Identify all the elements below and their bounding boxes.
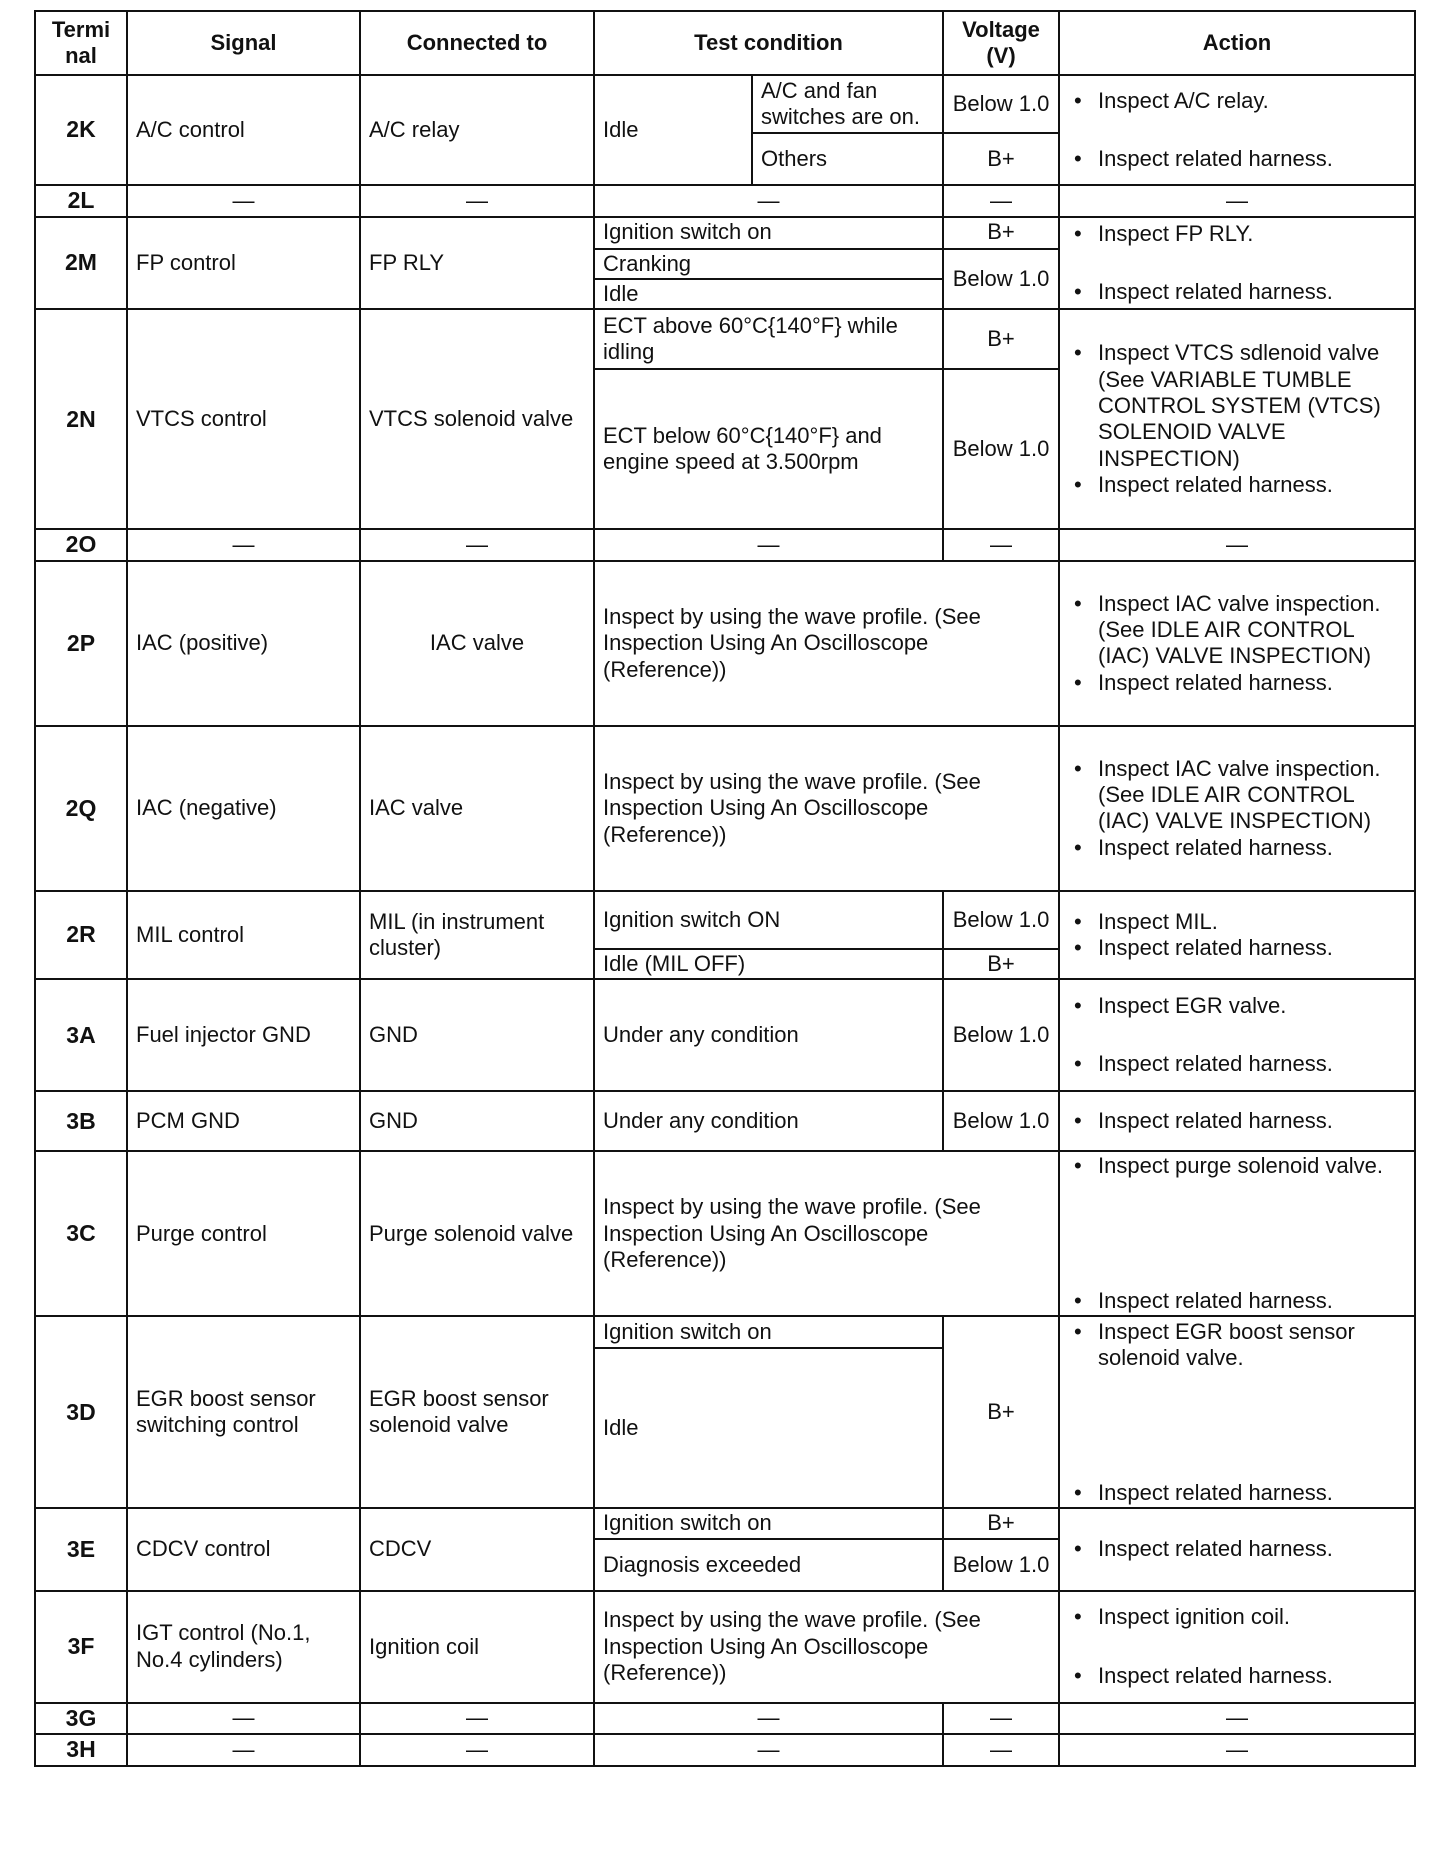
connected-to-cell: CDCV xyxy=(360,1508,594,1590)
voltage-cell: Below 1.0 xyxy=(943,75,1059,133)
action-item: • Inspect related harness. xyxy=(1068,935,1406,961)
signal-cell: Fuel injector GND xyxy=(127,979,360,1091)
table-row xyxy=(35,75,1415,133)
table-row xyxy=(35,217,1415,249)
test-condition-cell: Cranking xyxy=(594,249,943,279)
connected-to-cell: Ignition coil xyxy=(360,1591,594,1703)
pcm-terminal-voltage-table-sheet xyxy=(34,10,1414,1767)
action-cell xyxy=(1059,1316,1415,1508)
terminal-cell: 2K xyxy=(35,75,127,185)
action-cell xyxy=(1059,217,1415,310)
action-cell: — xyxy=(1059,529,1415,561)
header-voltage: Voltage (V) xyxy=(943,11,1059,75)
action-item: • Inspect EGR boost sensor solenoid valve. xyxy=(1068,1319,1406,1372)
table-row xyxy=(35,726,1415,891)
action-item: • Inspect A/C relay. xyxy=(1068,88,1406,114)
signal-cell: A/C control xyxy=(127,75,360,185)
table-row xyxy=(35,1316,1415,1348)
voltage-cell: — xyxy=(943,1734,1059,1766)
terminal-cell: 2Q xyxy=(35,726,127,891)
action-item: • Inspect related harness. xyxy=(1068,1108,1406,1134)
action-cell xyxy=(1059,1151,1415,1316)
test-condition-cell: Under any condition xyxy=(594,979,943,1091)
header-action: Action xyxy=(1059,11,1415,75)
test-condition-cell: ECT above 60°C{140°F} while idling xyxy=(594,309,943,369)
voltage-cell: B+ xyxy=(943,217,1059,249)
sub-condition-cell: Others xyxy=(752,133,943,185)
action-item: • Inspect EGR valve. xyxy=(1068,993,1406,1019)
connected-to-cell: A/C relay xyxy=(360,75,594,185)
terminal-cell: 3H xyxy=(35,1734,127,1766)
action-cell xyxy=(1059,561,1415,726)
terminal-cell: 3F xyxy=(35,1591,127,1703)
header-connected-to: Connected to xyxy=(360,11,594,75)
table-row xyxy=(35,1151,1415,1316)
table-row xyxy=(35,979,1415,1091)
action-cell xyxy=(1059,979,1415,1091)
action-cell: — xyxy=(1059,1734,1415,1766)
voltage-cell: Below 1.0 xyxy=(943,979,1059,1091)
action-item: • Inspect FP RLY. xyxy=(1068,221,1406,247)
action-item: • Inspect related harness. xyxy=(1068,1480,1406,1506)
table-row xyxy=(35,309,1415,369)
signal-cell: — xyxy=(127,529,360,561)
header-test-condition: Test condition xyxy=(594,11,943,75)
table-row xyxy=(35,891,1415,949)
signal-cell: FP control xyxy=(127,217,360,310)
terminal-cell: 3A xyxy=(35,979,127,1091)
voltage-cell: Below 1.0 xyxy=(943,891,1059,949)
connected-to-cell: MIL (in instrument cluster) xyxy=(360,891,594,979)
connected-to-cell: IAC valve xyxy=(360,561,594,726)
test-condition-cell: Inspect by using the wave profile. (See Inspection Using An Oscilloscope (Reference)) xyxy=(594,726,1059,891)
voltage-cell: B+ xyxy=(943,309,1059,369)
connected-to-cell: VTCS solenoid valve xyxy=(360,309,594,529)
test-condition-cell: — xyxy=(594,1703,943,1735)
test-condition-cell: Inspect by using the wave profile. (See Inspection Using An Oscilloscope (Reference)) xyxy=(594,561,1059,726)
voltage-cell: — xyxy=(943,1703,1059,1735)
signal-cell: — xyxy=(127,1734,360,1766)
connected-to-cell: — xyxy=(360,1734,594,1766)
voltage-cell: Below 1.0 xyxy=(943,249,1059,310)
signal-cell: IGT control (No.1, No.4 cylinders) xyxy=(127,1591,360,1703)
table-header-row xyxy=(35,11,1415,75)
table-row xyxy=(35,1734,1415,1766)
action-cell xyxy=(1059,1508,1415,1590)
action-item: • Inspect VTCS sdlenoid valve (See VARIABLE TUMBLE CONTROL SYSTEM (VTCS) SOLENOID VALVE INSPECTION) xyxy=(1068,340,1406,472)
action-item: • Inspect ignition coil. xyxy=(1068,1604,1406,1630)
test-condition-cell: Idle xyxy=(594,75,752,185)
signal-cell: EGR boost sensor switching control xyxy=(127,1316,360,1508)
connected-to-cell: — xyxy=(360,1703,594,1735)
connected-to-cell: EGR boost sensor solenoid valve xyxy=(360,1316,594,1508)
action-item: • Inspect MIL. xyxy=(1068,909,1406,935)
voltage-cell: Below 1.0 xyxy=(943,369,1059,529)
sub-condition-cell: A/C and fan switches are on. xyxy=(752,75,943,133)
table-row xyxy=(35,1508,1415,1538)
action-cell xyxy=(1059,891,1415,979)
connected-to-cell: GND xyxy=(360,1091,594,1151)
table-row xyxy=(35,529,1415,561)
connected-to-cell: IAC valve xyxy=(360,726,594,891)
action-item: • Inspect IAC valve inspection. (See IDLE AIR CONTROL (IAC) VALVE INSPECTION) xyxy=(1068,756,1406,835)
action-item: • Inspect related harness. xyxy=(1068,1288,1406,1314)
test-condition-cell: — xyxy=(594,529,943,561)
terminal-cell: 2M xyxy=(35,217,127,310)
action-cell xyxy=(1059,75,1415,185)
terminal-cell: 2R xyxy=(35,891,127,979)
action-item: • Inspect related harness. xyxy=(1068,472,1406,498)
terminal-cell: 2O xyxy=(35,529,127,561)
test-condition-cell: Idle (MIL OFF) xyxy=(594,949,943,979)
test-condition-cell: Inspect by using the wave profile. (See Inspection Using An Oscilloscope (Reference)) xyxy=(594,1151,1059,1316)
action-item: • Inspect related harness. xyxy=(1068,1536,1406,1562)
action-item: • Inspect purge solenoid valve. xyxy=(1068,1153,1406,1179)
action-item: • Inspect related harness. xyxy=(1068,1663,1406,1689)
table-row xyxy=(35,1091,1415,1151)
action-cell: — xyxy=(1059,185,1415,217)
signal-cell: CDCV control xyxy=(127,1508,360,1590)
action-item: • Inspect related harness. xyxy=(1068,1051,1406,1077)
signal-cell: PCM GND xyxy=(127,1091,360,1151)
terminal-cell: 2N xyxy=(35,309,127,529)
signal-cell: IAC (positive) xyxy=(127,561,360,726)
action-cell xyxy=(1059,1591,1415,1703)
signal-cell: MIL control xyxy=(127,891,360,979)
action-item: • Inspect related harness. xyxy=(1068,835,1406,861)
test-condition-cell: Ignition switch ON xyxy=(594,891,943,949)
signal-cell: VTCS control xyxy=(127,309,360,529)
terminal-cell: 3D xyxy=(35,1316,127,1508)
test-condition-cell: Ignition switch on xyxy=(594,1508,943,1538)
voltage-cell: Below 1.0 xyxy=(943,1539,1059,1591)
action-item: • Inspect related harness. xyxy=(1068,670,1406,696)
voltage-cell: B+ xyxy=(943,1316,1059,1508)
voltage-cell: B+ xyxy=(943,1508,1059,1538)
connected-to-cell: Purge solenoid valve xyxy=(360,1151,594,1316)
test-condition-cell: — xyxy=(594,185,943,217)
action-item: • Inspect IAC valve inspection. (See IDLE AIR CONTROL (IAC) VALVE INSPECTION) xyxy=(1068,591,1406,670)
voltage-cell: B+ xyxy=(943,133,1059,185)
signal-cell: Purge control xyxy=(127,1151,360,1316)
connected-to-cell: — xyxy=(360,185,594,217)
signal-cell: — xyxy=(127,1703,360,1735)
terminal-cell: 3C xyxy=(35,1151,127,1316)
action-cell xyxy=(1059,726,1415,891)
test-condition-cell: Under any condition xyxy=(594,1091,943,1151)
signal-cell: IAC (negative) xyxy=(127,726,360,891)
test-condition-cell: Ignition switch on xyxy=(594,217,943,249)
connected-to-cell: GND xyxy=(360,979,594,1091)
voltage-cell: — xyxy=(943,529,1059,561)
header-signal: Signal xyxy=(127,11,360,75)
test-condition-cell: Inspect by using the wave profile. (See Inspection Using An Oscilloscope (Reference)) xyxy=(594,1591,1059,1703)
signal-cell: — xyxy=(127,185,360,217)
voltage-cell: B+ xyxy=(943,949,1059,979)
test-condition-cell: Ignition switch on xyxy=(594,1316,943,1348)
action-cell xyxy=(1059,1091,1415,1151)
terminal-cell: 3B xyxy=(35,1091,127,1151)
terminal-cell: 2L xyxy=(35,185,127,217)
voltage-cell: — xyxy=(943,185,1059,217)
terminal-cell: 3G xyxy=(35,1703,127,1735)
test-condition-cell: Idle xyxy=(594,279,943,309)
header-terminal: Termi nal xyxy=(35,11,127,75)
table-row xyxy=(35,1591,1415,1703)
table-row xyxy=(35,561,1415,726)
action-cell xyxy=(1059,309,1415,529)
test-condition-cell: ECT below 60°C{140°F} and engine speed at 3.500rpm xyxy=(594,369,943,529)
test-condition-cell: Idle xyxy=(594,1348,943,1508)
connected-to-cell: — xyxy=(360,529,594,561)
table-row xyxy=(35,185,1415,217)
terminal-cell: 3E xyxy=(35,1508,127,1590)
voltage-cell: Below 1.0 xyxy=(943,1091,1059,1151)
connected-to-cell: FP RLY xyxy=(360,217,594,310)
test-condition-cell: Diagnosis exceeded xyxy=(594,1539,943,1591)
action-item: • Inspect related harness. xyxy=(1068,146,1406,172)
terminal-cell: 2P xyxy=(35,561,127,726)
terminal-voltage-table xyxy=(34,10,1416,1767)
action-cell: — xyxy=(1059,1703,1415,1735)
action-item: • Inspect related harness. xyxy=(1068,279,1406,305)
test-condition-cell: — xyxy=(594,1734,943,1766)
table-row xyxy=(35,1703,1415,1735)
